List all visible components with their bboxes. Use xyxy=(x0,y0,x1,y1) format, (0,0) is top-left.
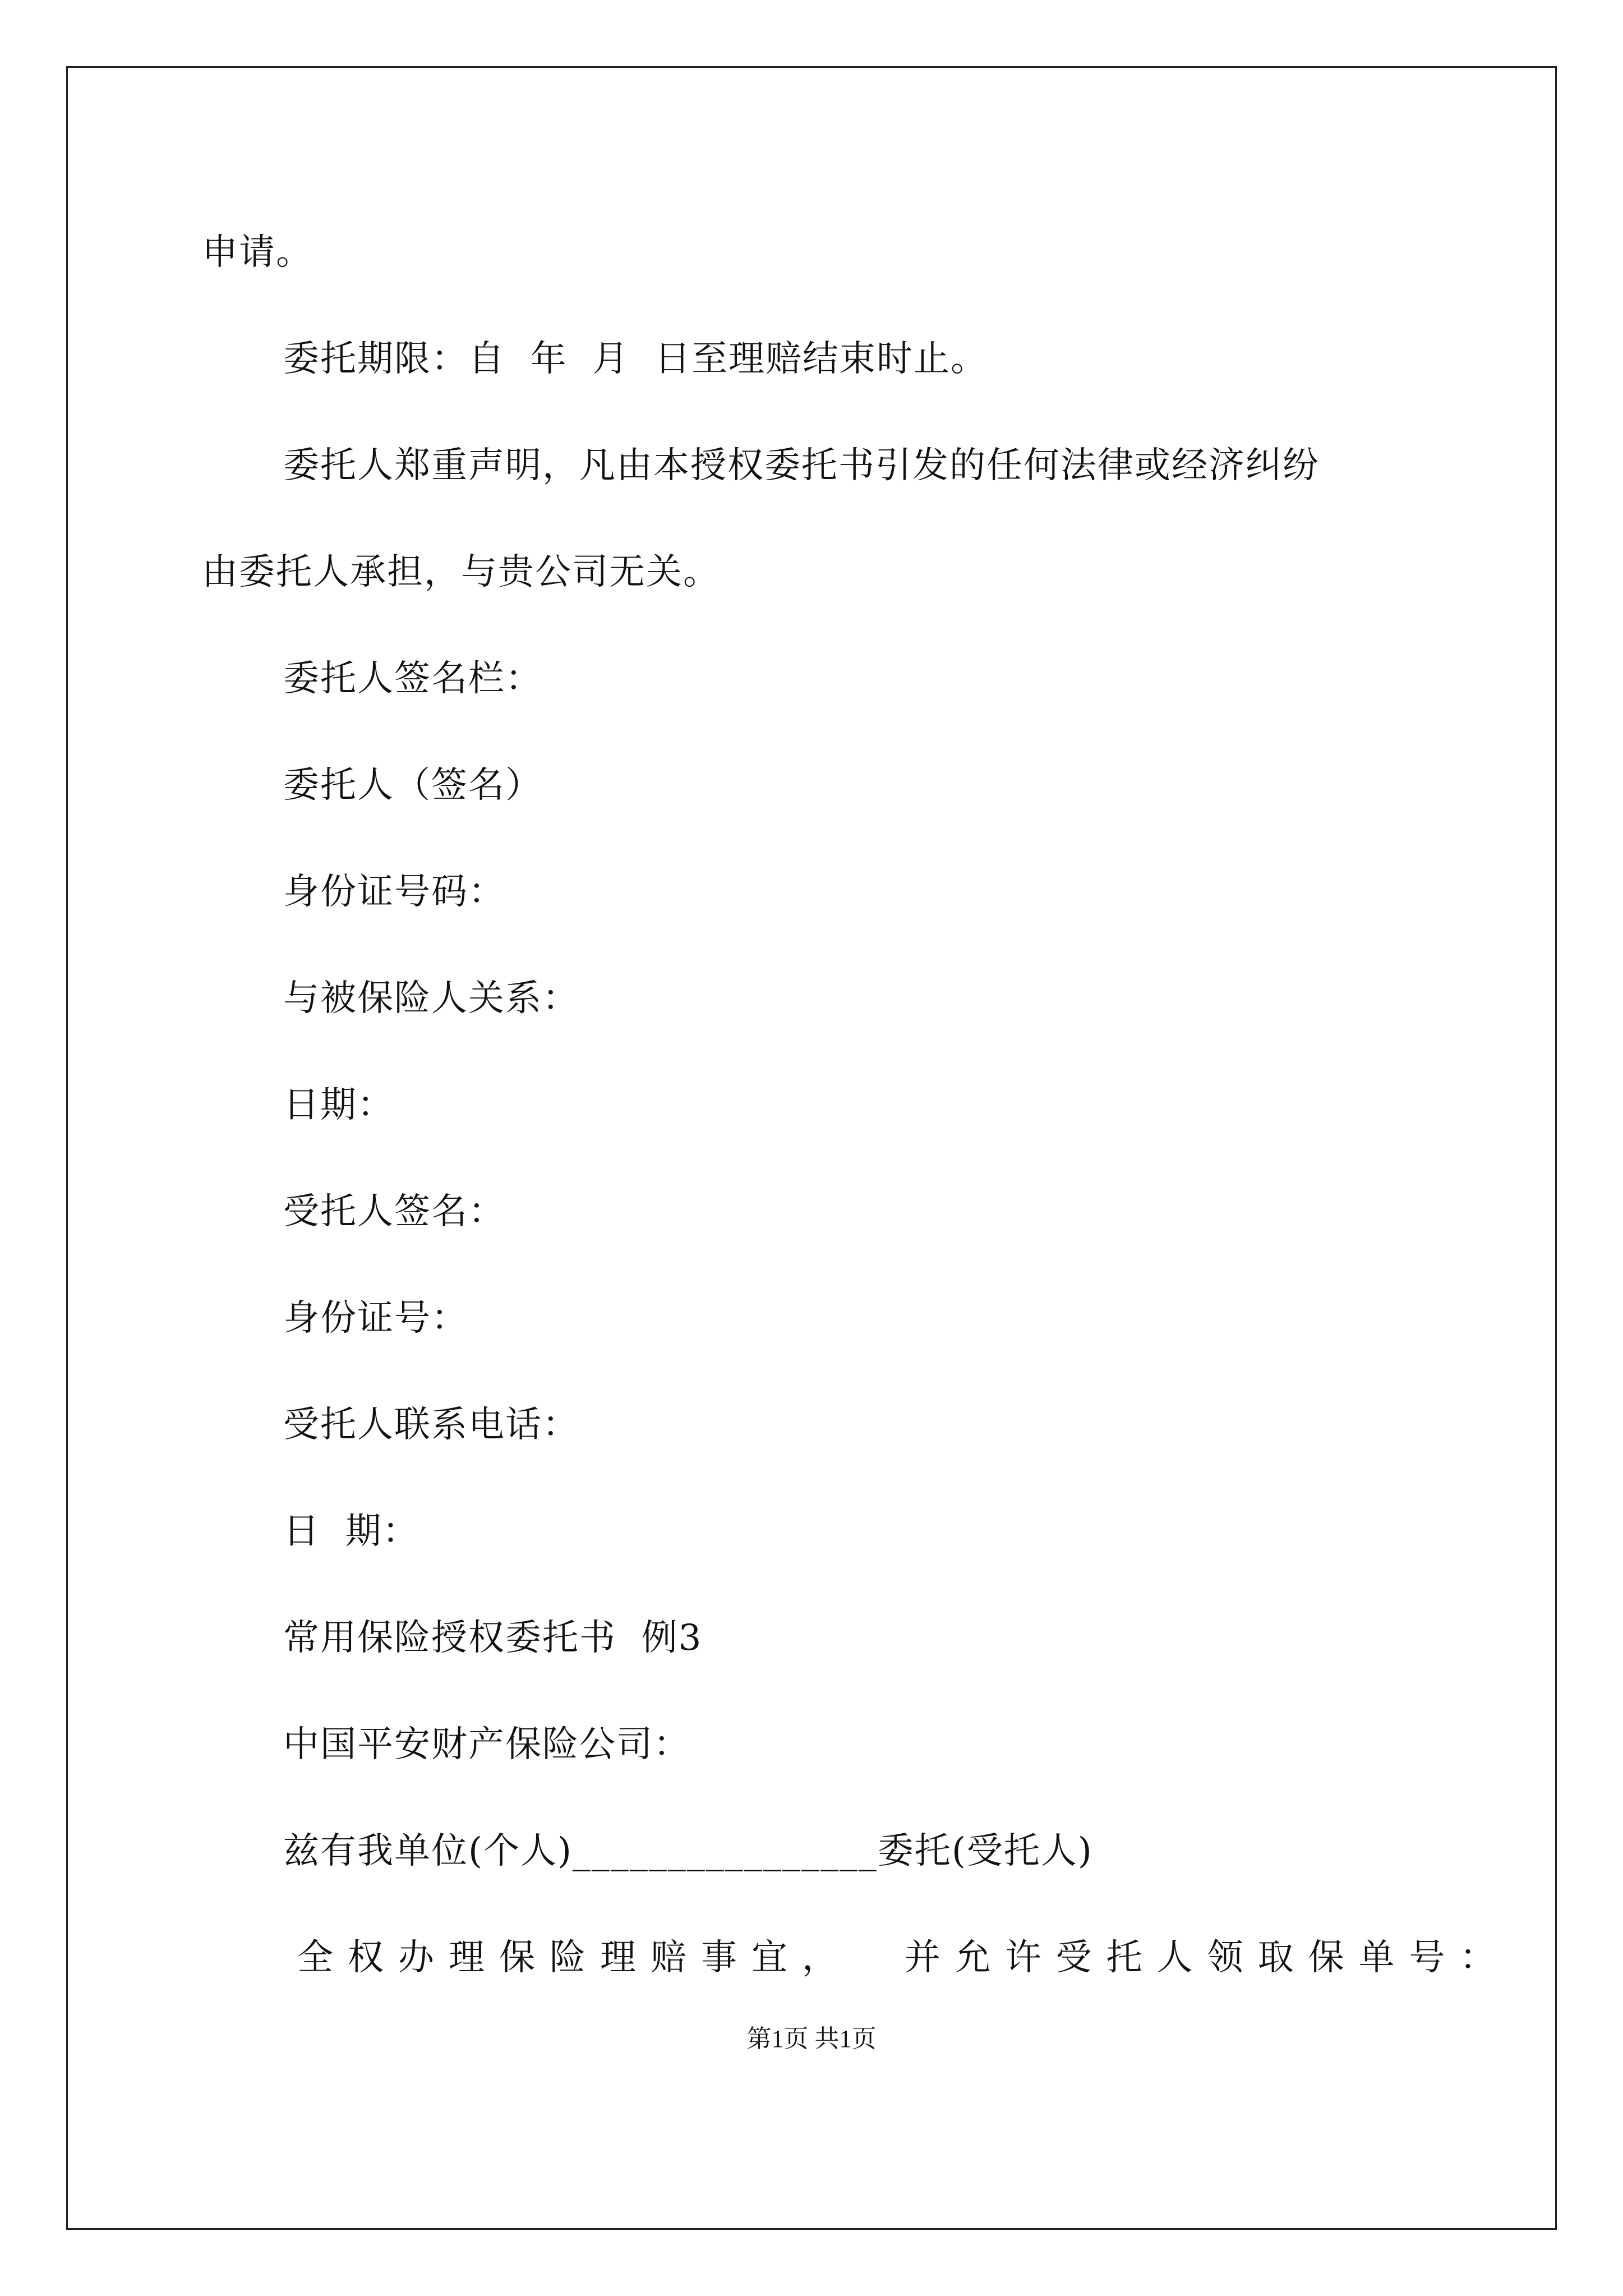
text-line-date-1: 日期： xyxy=(283,1084,394,1126)
text-line-agent-phone: 受托人联系电话： xyxy=(283,1404,579,1446)
text-line-signature-section: 委托人签名栏： xyxy=(283,658,542,700)
text-line-agent-id: 身份证号： xyxy=(283,1297,468,1339)
text-line-addressee: 中国平安财产保险公司： xyxy=(283,1724,690,1765)
text-line-entrustment: 兹有我单位(个人)________________委托(受托人) xyxy=(283,1830,1093,1872)
text-line-declaration-2: 由委托人承担，与贵公司无关。 xyxy=(202,551,720,593)
text-line-principal-signature: 委托人（签名） xyxy=(283,765,542,806)
text-line-application: 申请。 xyxy=(202,232,313,273)
page-border xyxy=(66,66,1557,2230)
section-heading-example-3: 常用保险授权委托书 例3 xyxy=(283,1617,703,1659)
text-line-date-2: 日 期： xyxy=(283,1511,419,1552)
text-line-relationship: 与被保险人关系： xyxy=(283,978,579,1019)
page-footer: 第1页 共1页 xyxy=(746,2025,877,2053)
text-line-full-authority: 全权办理保险理赔事宜， 并允许受托人领取保单号： xyxy=(297,1937,1510,1978)
text-line-id-number: 身份证号码： xyxy=(283,871,505,913)
text-line-agent-signature: 受托人签名： xyxy=(283,1191,505,1232)
text-line-declaration-1: 委托人郑重声明，凡由本授权委托书引发的任何法律或经济纠纷 xyxy=(283,445,1320,486)
text-line-term: 委托期限：自 年 月 日至理赔结束时止。 xyxy=(283,338,988,380)
